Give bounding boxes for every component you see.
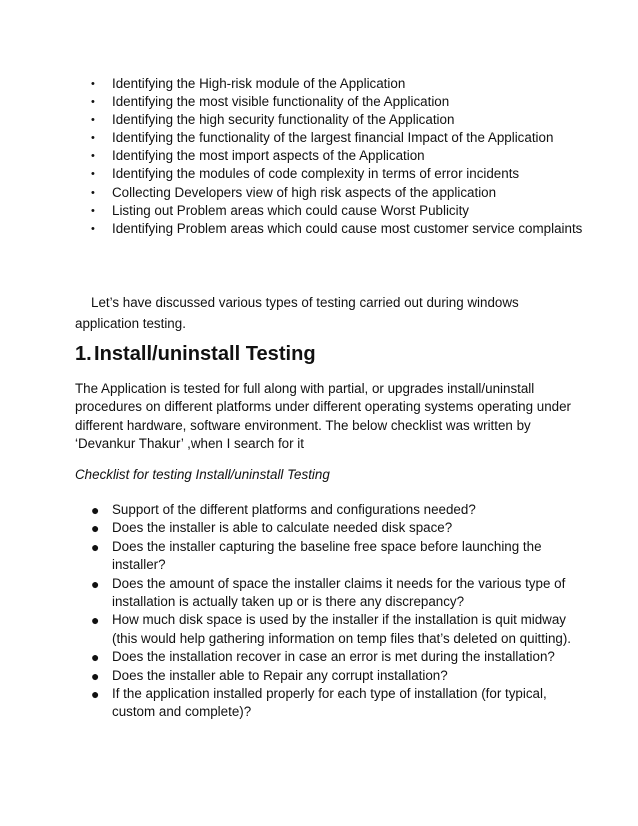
risk-identification-list — [88, 75, 588, 238]
checklist-item-text: Does the amount of space the installer claims it needs for the various type of installation is actually taken up or is there any discrepancy? — [112, 575, 566, 610]
intro-paragraph — [75, 292, 575, 334]
list-item — [88, 75, 588, 93]
list-item-text: Listing out Problem areas which could cause Worst Publicity — [112, 202, 470, 218]
list-item — [88, 147, 588, 165]
checklist-item-text: How much disk space is used by the installer if the installation is quit midway (this would help gathering information on temp files that’s deleted on quitting). — [112, 612, 572, 646]
bullet-icon: ● — [91, 520, 100, 537]
bullet-icon: • — [91, 204, 95, 217]
bullet-icon: ● — [91, 575, 100, 592]
bullet-icon: • — [91, 96, 95, 109]
checklist-item — [88, 519, 578, 537]
list-item-text: Identifying the most visible functionality of the Application — [112, 94, 450, 110]
checklist-item — [88, 575, 578, 612]
section-number: 1. — [75, 343, 92, 365]
bullet-icon: • — [91, 186, 95, 199]
list-item — [88, 202, 588, 220]
checklist-item-text: Does the installer able to Repair any corrupt installation? — [112, 667, 448, 683]
bullet-icon: ● — [91, 502, 100, 518]
list-item-text: Identifying the modules of code complexity in terms of error incidents — [112, 166, 520, 182]
checklist-item — [88, 611, 578, 648]
intro-paragraph-text: Let’s have discussed various types of testing carried out during windows application testing. — [75, 295, 519, 331]
bullet-icon: • — [91, 168, 95, 181]
bullet-icon: • — [91, 114, 95, 127]
checklist-item-text: Does the installation recover in case an error is met during the installation? — [112, 649, 555, 665]
section-paragraph: The Application is tested for full along with partial, or upgrades install/uninstall procedures on different platforms under different operating systems operating under different hardware, software environment. The below checklist was written by ‘Devankur Thakur’ ,when I search for it — [75, 381, 571, 452]
bullet-icon: ● — [91, 538, 100, 555]
checklist-item-text: Does the installer is able to calculate needed disk space? — [112, 520, 453, 536]
bullet-icon: • — [91, 78, 95, 90]
section-heading — [75, 345, 316, 363]
list-item — [88, 111, 588, 129]
bullet-icon: • — [91, 222, 95, 235]
bullet-icon: ● — [91, 649, 100, 666]
checklist-item-text: Support of the different platforms and configurations needed? — [112, 502, 476, 517]
checklist-item — [88, 667, 578, 685]
install-checklist — [88, 501, 578, 722]
bullet-icon: ● — [91, 686, 100, 703]
checklist-item — [88, 648, 578, 666]
list-item-text: Identifying the functionality of the largest financial Impact of the Application — [112, 130, 554, 146]
checklist-item-text: Does the installer capturing the baseline free space before launching the installer? — [112, 538, 542, 573]
list-item — [88, 129, 588, 147]
bullet-icon: • — [91, 132, 95, 145]
checklist-item — [88, 538, 578, 575]
checklist-item — [88, 501, 578, 519]
checklist-title: Checklist for testing Install/uninstall Testing — [75, 467, 330, 482]
list-item — [88, 220, 588, 238]
list-item-text: Collecting Developers view of high risk aspects of the application — [112, 184, 497, 200]
list-item — [88, 93, 588, 111]
list-item-text: Identifying Problem areas which could cause most customer service complaints — [112, 220, 583, 236]
list-item-text: Identifying the high security functionality of the Application — [112, 112, 455, 128]
list-item-text: Identifying the High-risk module of the Application — [112, 76, 406, 91]
list-item — [88, 184, 588, 202]
checklist-item — [88, 685, 578, 722]
checklist-item-text: If the application installed properly for each type of installation (for typical, custom and complete)? — [112, 686, 547, 720]
list-item-text: Identifying the most import aspects of the Application — [112, 148, 425, 164]
list-item — [88, 165, 588, 183]
bullet-icon: ● — [91, 612, 100, 629]
section-title: Install/uninstall Testing — [94, 343, 316, 365]
bullet-icon: • — [91, 150, 95, 163]
bullet-icon: ● — [91, 667, 100, 684]
